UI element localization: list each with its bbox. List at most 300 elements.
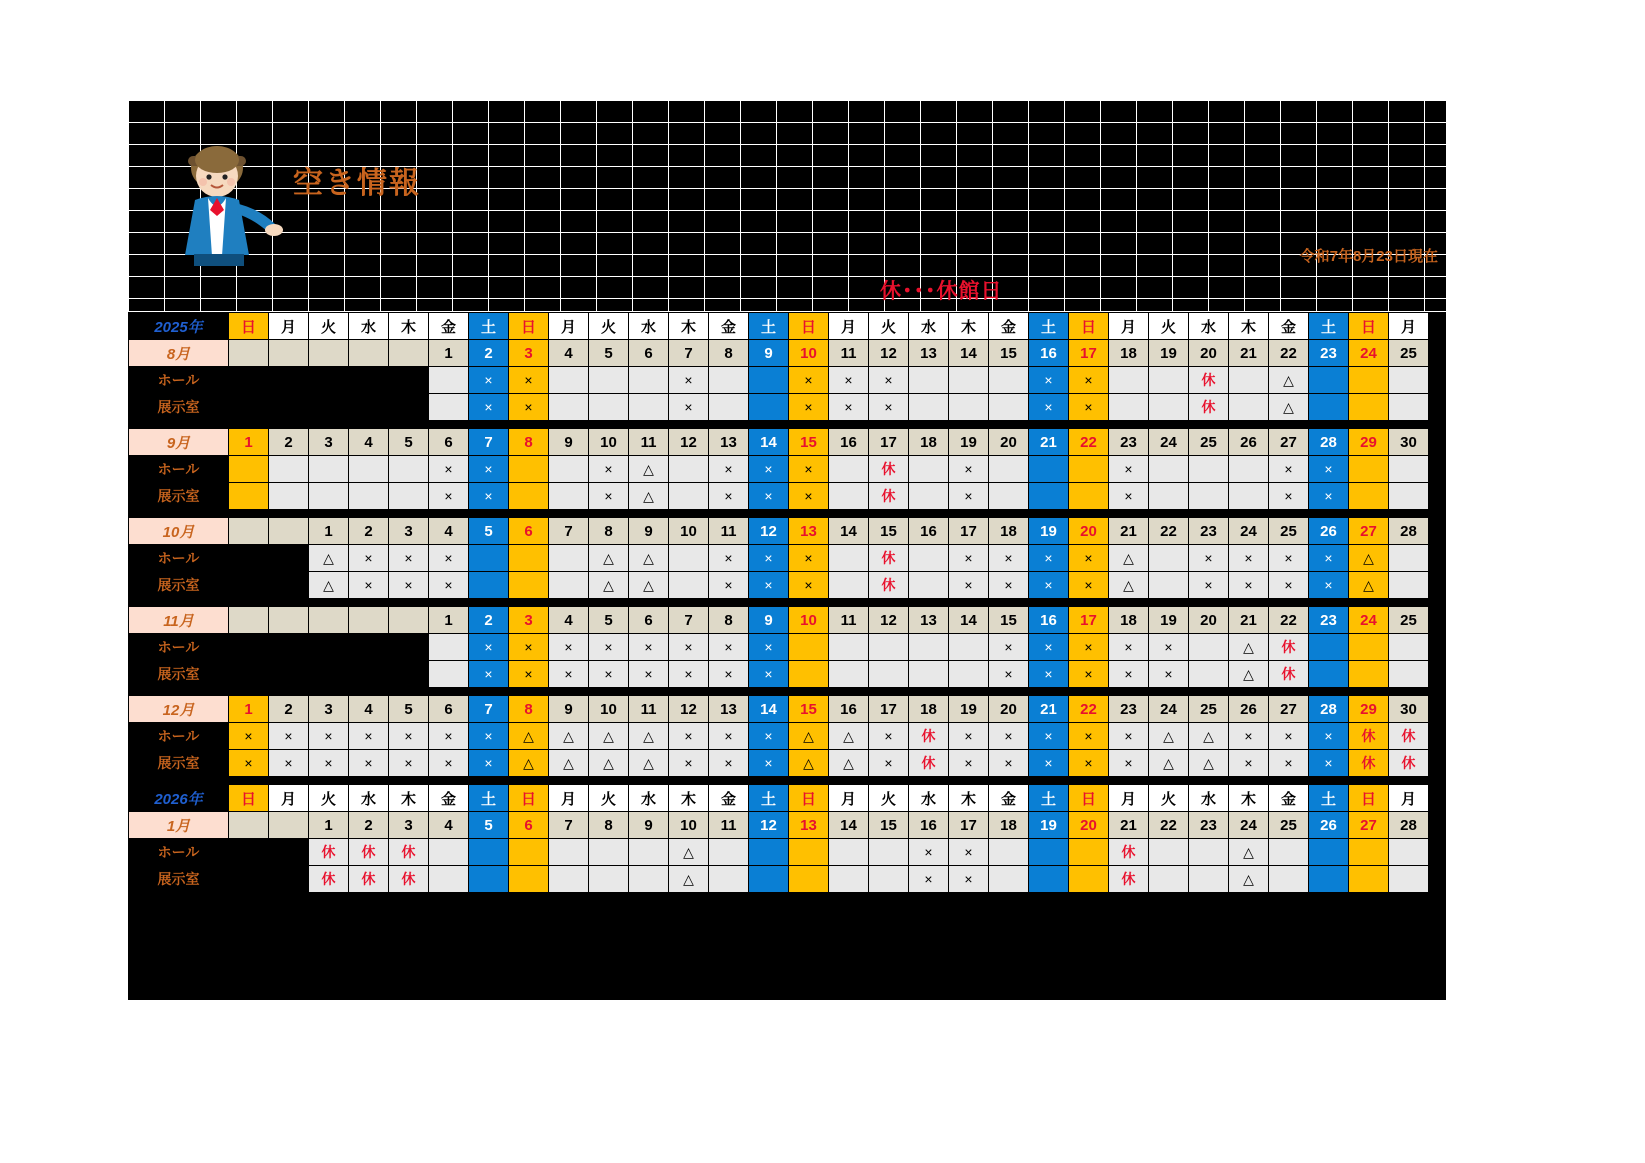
- availability-cell[interactable]: △: [1189, 750, 1229, 777]
- availability-cell[interactable]: ×: [709, 723, 749, 750]
- availability-cell[interactable]: [549, 394, 589, 421]
- availability-cell[interactable]: [509, 839, 549, 866]
- availability-cell[interactable]: ×: [469, 456, 509, 483]
- availability-cell[interactable]: ×: [709, 750, 749, 777]
- availability-cell[interactable]: ×: [829, 367, 869, 394]
- availability-cell[interactable]: [1149, 572, 1189, 599]
- availability-cell[interactable]: [789, 866, 829, 893]
- availability-cell[interactable]: [1189, 839, 1229, 866]
- availability-cell[interactable]: [309, 634, 349, 661]
- availability-cell[interactable]: ×: [429, 456, 469, 483]
- availability-cell[interactable]: [749, 866, 789, 893]
- availability-cell[interactable]: [509, 483, 549, 510]
- availability-cell[interactable]: [1269, 866, 1309, 893]
- availability-cell[interactable]: [269, 661, 309, 688]
- availability-cell[interactable]: [229, 661, 269, 688]
- availability-cell[interactable]: △: [789, 723, 829, 750]
- availability-cell[interactable]: [749, 367, 789, 394]
- availability-cell[interactable]: [589, 394, 629, 421]
- availability-cell[interactable]: ×: [669, 367, 709, 394]
- availability-cell[interactable]: [949, 367, 989, 394]
- availability-cell[interactable]: [309, 367, 349, 394]
- availability-cell[interactable]: [909, 634, 949, 661]
- availability-cell[interactable]: ×: [1029, 367, 1069, 394]
- availability-cell[interactable]: [1389, 839, 1429, 866]
- availability-cell[interactable]: ×: [1269, 750, 1309, 777]
- availability-cell[interactable]: [389, 483, 429, 510]
- availability-cell[interactable]: △: [589, 572, 629, 599]
- availability-cell[interactable]: [509, 456, 549, 483]
- availability-cell[interactable]: [549, 367, 589, 394]
- availability-cell[interactable]: △: [1349, 545, 1389, 572]
- availability-cell[interactable]: △: [1229, 634, 1269, 661]
- availability-cell[interactable]: ×: [949, 866, 989, 893]
- availability-cell[interactable]: △: [1349, 572, 1389, 599]
- availability-cell[interactable]: [1029, 456, 1069, 483]
- availability-cell[interactable]: [1389, 572, 1429, 599]
- availability-cell[interactable]: △: [549, 750, 589, 777]
- availability-cell[interactable]: [469, 572, 509, 599]
- availability-cell[interactable]: ×: [229, 723, 269, 750]
- availability-cell[interactable]: ×: [909, 866, 949, 893]
- availability-cell[interactable]: ×: [989, 723, 1029, 750]
- availability-cell[interactable]: ×: [389, 545, 429, 572]
- availability-cell[interactable]: △: [1269, 394, 1309, 421]
- availability-cell[interactable]: [909, 661, 949, 688]
- availability-cell[interactable]: [1349, 394, 1389, 421]
- availability-cell[interactable]: [509, 572, 549, 599]
- availability-cell[interactable]: [869, 839, 909, 866]
- availability-cell[interactable]: [989, 456, 1029, 483]
- availability-cell[interactable]: △: [669, 866, 709, 893]
- availability-cell[interactable]: 休: [1389, 723, 1429, 750]
- availability-cell[interactable]: ×: [229, 750, 269, 777]
- availability-cell[interactable]: [229, 866, 269, 893]
- availability-cell[interactable]: [229, 634, 269, 661]
- availability-cell[interactable]: [709, 866, 749, 893]
- availability-cell[interactable]: ×: [829, 394, 869, 421]
- availability-cell[interactable]: [749, 394, 789, 421]
- availability-cell[interactable]: [989, 866, 1029, 893]
- availability-cell[interactable]: [1029, 839, 1069, 866]
- availability-cell[interactable]: ×: [1309, 545, 1349, 572]
- availability-cell[interactable]: [229, 545, 269, 572]
- availability-cell[interactable]: [389, 456, 429, 483]
- availability-cell[interactable]: 休: [869, 456, 909, 483]
- availability-cell[interactable]: ×: [1109, 634, 1149, 661]
- availability-cell[interactable]: ×: [1309, 723, 1349, 750]
- availability-cell[interactable]: ×: [509, 661, 549, 688]
- availability-cell[interactable]: ×: [949, 456, 989, 483]
- availability-cell[interactable]: ×: [349, 572, 389, 599]
- availability-cell[interactable]: ×: [429, 572, 469, 599]
- availability-cell[interactable]: ×: [1069, 367, 1109, 394]
- availability-cell[interactable]: [349, 367, 389, 394]
- availability-cell[interactable]: ×: [669, 634, 709, 661]
- availability-cell[interactable]: ×: [1029, 634, 1069, 661]
- availability-cell[interactable]: ×: [1229, 545, 1269, 572]
- availability-cell[interactable]: [949, 661, 989, 688]
- availability-cell[interactable]: [1349, 367, 1389, 394]
- availability-cell[interactable]: ×: [709, 661, 749, 688]
- availability-cell[interactable]: [1349, 483, 1389, 510]
- availability-cell[interactable]: ×: [949, 750, 989, 777]
- availability-cell[interactable]: [1229, 367, 1269, 394]
- availability-cell[interactable]: △: [629, 483, 669, 510]
- availability-cell[interactable]: [1389, 456, 1429, 483]
- availability-cell[interactable]: ×: [709, 545, 749, 572]
- availability-cell[interactable]: [709, 839, 749, 866]
- availability-cell[interactable]: [429, 394, 469, 421]
- availability-cell[interactable]: ×: [709, 456, 749, 483]
- availability-cell[interactable]: [429, 661, 469, 688]
- availability-cell[interactable]: [269, 456, 309, 483]
- availability-cell[interactable]: ×: [1229, 750, 1269, 777]
- availability-cell[interactable]: ×: [1109, 661, 1149, 688]
- availability-cell[interactable]: [269, 483, 309, 510]
- availability-cell[interactable]: ×: [709, 634, 749, 661]
- availability-cell[interactable]: [269, 839, 309, 866]
- availability-cell[interactable]: [1349, 839, 1389, 866]
- availability-cell[interactable]: ×: [989, 750, 1029, 777]
- availability-cell[interactable]: [229, 572, 269, 599]
- availability-cell[interactable]: [829, 866, 869, 893]
- availability-cell[interactable]: [789, 839, 829, 866]
- availability-cell[interactable]: ×: [429, 545, 469, 572]
- availability-cell[interactable]: 休: [389, 839, 429, 866]
- availability-cell[interactable]: 休: [349, 866, 389, 893]
- availability-cell[interactable]: [1029, 866, 1069, 893]
- availability-cell[interactable]: [829, 661, 869, 688]
- availability-cell[interactable]: [909, 483, 949, 510]
- availability-cell[interactable]: △: [509, 750, 549, 777]
- availability-cell[interactable]: [629, 866, 669, 893]
- availability-cell[interactable]: [1389, 545, 1429, 572]
- availability-cell[interactable]: [589, 866, 629, 893]
- availability-cell[interactable]: ×: [1269, 723, 1309, 750]
- availability-cell[interactable]: [829, 634, 869, 661]
- availability-cell[interactable]: ×: [1149, 661, 1189, 688]
- availability-cell[interactable]: ×: [949, 483, 989, 510]
- availability-cell[interactable]: [1029, 483, 1069, 510]
- availability-cell[interactable]: ×: [1309, 456, 1349, 483]
- availability-cell[interactable]: [709, 367, 749, 394]
- availability-cell[interactable]: ×: [1269, 572, 1309, 599]
- availability-cell[interactable]: △: [1229, 661, 1269, 688]
- availability-cell[interactable]: ×: [789, 394, 829, 421]
- availability-cell[interactable]: ×: [789, 367, 829, 394]
- availability-cell[interactable]: [549, 866, 589, 893]
- availability-cell[interactable]: 休: [869, 545, 909, 572]
- availability-cell[interactable]: ×: [269, 723, 309, 750]
- availability-cell[interactable]: ×: [349, 545, 389, 572]
- availability-cell[interactable]: ×: [429, 723, 469, 750]
- availability-cell[interactable]: [1149, 456, 1189, 483]
- availability-cell[interactable]: [1149, 839, 1189, 866]
- availability-cell[interactable]: ×: [1069, 723, 1109, 750]
- availability-cell[interactable]: [1309, 866, 1349, 893]
- availability-cell[interactable]: 休: [1189, 394, 1229, 421]
- availability-cell[interactable]: △: [1109, 545, 1149, 572]
- availability-cell[interactable]: [429, 634, 469, 661]
- availability-cell[interactable]: 休: [309, 866, 349, 893]
- availability-cell[interactable]: ×: [669, 661, 709, 688]
- availability-cell[interactable]: ×: [869, 394, 909, 421]
- availability-cell[interactable]: [1149, 367, 1189, 394]
- availability-cell[interactable]: [1069, 866, 1109, 893]
- availability-cell[interactable]: ×: [1189, 545, 1229, 572]
- availability-cell[interactable]: ×: [949, 839, 989, 866]
- availability-cell[interactable]: ×: [1269, 545, 1309, 572]
- availability-cell[interactable]: ×: [429, 483, 469, 510]
- availability-cell[interactable]: ×: [749, 483, 789, 510]
- availability-cell[interactable]: [1229, 394, 1269, 421]
- availability-cell[interactable]: [509, 866, 549, 893]
- availability-cell[interactable]: [909, 572, 949, 599]
- availability-cell[interactable]: 休: [909, 750, 949, 777]
- availability-cell[interactable]: [909, 545, 949, 572]
- availability-cell[interactable]: △: [509, 723, 549, 750]
- availability-cell[interactable]: ×: [1029, 661, 1069, 688]
- availability-cell[interactable]: [309, 394, 349, 421]
- availability-cell[interactable]: [309, 456, 349, 483]
- availability-cell[interactable]: △: [629, 572, 669, 599]
- availability-cell[interactable]: ×: [589, 634, 629, 661]
- availability-cell[interactable]: [349, 456, 389, 483]
- availability-cell[interactable]: [1189, 866, 1229, 893]
- availability-cell[interactable]: 休: [389, 866, 429, 893]
- availability-cell[interactable]: ×: [869, 723, 909, 750]
- availability-cell[interactable]: [229, 839, 269, 866]
- availability-cell[interactable]: [269, 572, 309, 599]
- availability-cell[interactable]: [589, 367, 629, 394]
- availability-cell[interactable]: [789, 634, 829, 661]
- availability-cell[interactable]: ×: [1189, 572, 1229, 599]
- availability-cell[interactable]: [389, 394, 429, 421]
- availability-cell[interactable]: ×: [1109, 750, 1149, 777]
- availability-cell[interactable]: [869, 866, 909, 893]
- availability-cell[interactable]: ×: [709, 572, 749, 599]
- availability-cell[interactable]: [1109, 394, 1149, 421]
- availability-cell[interactable]: [1309, 367, 1349, 394]
- availability-cell[interactable]: [229, 483, 269, 510]
- availability-cell[interactable]: △: [589, 750, 629, 777]
- availability-cell[interactable]: △: [629, 456, 669, 483]
- availability-cell[interactable]: [509, 545, 549, 572]
- availability-cell[interactable]: [709, 394, 749, 421]
- availability-cell[interactable]: [749, 839, 789, 866]
- availability-cell[interactable]: [309, 661, 349, 688]
- availability-cell[interactable]: [1389, 661, 1429, 688]
- availability-cell[interactable]: [1389, 634, 1429, 661]
- availability-cell[interactable]: ×: [549, 634, 589, 661]
- availability-cell[interactable]: [789, 661, 829, 688]
- availability-cell[interactable]: [829, 456, 869, 483]
- availability-cell[interactable]: ×: [589, 483, 629, 510]
- availability-cell[interactable]: [269, 394, 309, 421]
- availability-cell[interactable]: [1309, 634, 1349, 661]
- availability-cell[interactable]: [269, 634, 309, 661]
- availability-cell[interactable]: ×: [749, 723, 789, 750]
- availability-cell[interactable]: [389, 634, 429, 661]
- availability-cell[interactable]: [349, 483, 389, 510]
- availability-cell[interactable]: ×: [1309, 483, 1349, 510]
- availability-cell[interactable]: ×: [1029, 545, 1069, 572]
- availability-cell[interactable]: [989, 483, 1029, 510]
- availability-cell[interactable]: ×: [669, 723, 709, 750]
- availability-cell[interactable]: [1229, 456, 1269, 483]
- availability-cell[interactable]: [1349, 634, 1389, 661]
- availability-cell[interactable]: ×: [749, 545, 789, 572]
- availability-cell[interactable]: [229, 367, 269, 394]
- availability-cell[interactable]: ×: [1029, 572, 1069, 599]
- availability-cell[interactable]: [429, 839, 469, 866]
- availability-cell[interactable]: [1149, 394, 1189, 421]
- availability-cell[interactable]: [989, 394, 1029, 421]
- availability-cell[interactable]: ×: [389, 750, 429, 777]
- availability-cell[interactable]: [949, 394, 989, 421]
- availability-cell[interactable]: ×: [1269, 456, 1309, 483]
- availability-cell[interactable]: 休: [1269, 634, 1309, 661]
- availability-cell[interactable]: [1389, 483, 1429, 510]
- availability-cell[interactable]: ×: [589, 661, 629, 688]
- availability-cell[interactable]: ×: [749, 661, 789, 688]
- availability-cell[interactable]: ×: [469, 367, 509, 394]
- availability-cell[interactable]: ×: [989, 661, 1029, 688]
- availability-cell[interactable]: △: [589, 545, 629, 572]
- availability-cell[interactable]: [429, 367, 469, 394]
- availability-cell[interactable]: △: [829, 750, 869, 777]
- availability-cell[interactable]: [1189, 634, 1229, 661]
- availability-cell[interactable]: [269, 545, 309, 572]
- availability-cell[interactable]: [549, 456, 589, 483]
- availability-cell[interactable]: [389, 661, 429, 688]
- availability-cell[interactable]: △: [1149, 723, 1189, 750]
- availability-cell[interactable]: △: [669, 839, 709, 866]
- availability-cell[interactable]: [1229, 483, 1269, 510]
- availability-cell[interactable]: ×: [1109, 723, 1149, 750]
- availability-cell[interactable]: [989, 839, 1029, 866]
- availability-cell[interactable]: [669, 456, 709, 483]
- availability-cell[interactable]: [1069, 483, 1109, 510]
- availability-cell[interactable]: ×: [469, 394, 509, 421]
- availability-cell[interactable]: [669, 483, 709, 510]
- availability-cell[interactable]: [549, 545, 589, 572]
- availability-cell[interactable]: ×: [909, 839, 949, 866]
- availability-cell[interactable]: 休: [869, 572, 909, 599]
- availability-cell[interactable]: 休: [1269, 661, 1309, 688]
- availability-cell[interactable]: ×: [1069, 750, 1109, 777]
- availability-cell[interactable]: ×: [1229, 723, 1269, 750]
- availability-cell[interactable]: ×: [1309, 750, 1349, 777]
- availability-cell[interactable]: △: [829, 723, 869, 750]
- availability-cell[interactable]: [829, 483, 869, 510]
- availability-cell[interactable]: [669, 545, 709, 572]
- availability-cell[interactable]: [269, 367, 309, 394]
- availability-cell[interactable]: ×: [1229, 572, 1269, 599]
- availability-cell[interactable]: ×: [1149, 634, 1189, 661]
- availability-cell[interactable]: ×: [789, 456, 829, 483]
- availability-cell[interactable]: △: [1229, 866, 1269, 893]
- availability-cell[interactable]: [1349, 866, 1389, 893]
- availability-cell[interactable]: [1189, 456, 1229, 483]
- availability-cell[interactable]: △: [629, 750, 669, 777]
- availability-cell[interactable]: ×: [469, 723, 509, 750]
- availability-cell[interactable]: ×: [1069, 545, 1109, 572]
- availability-cell[interactable]: ×: [1069, 572, 1109, 599]
- availability-cell[interactable]: [1309, 839, 1349, 866]
- availability-cell[interactable]: 休: [909, 723, 949, 750]
- availability-cell[interactable]: ×: [669, 750, 709, 777]
- availability-cell[interactable]: [1189, 483, 1229, 510]
- availability-cell[interactable]: ×: [509, 367, 549, 394]
- availability-cell[interactable]: ×: [469, 483, 509, 510]
- availability-cell[interactable]: △: [1109, 572, 1149, 599]
- availability-cell[interactable]: ×: [629, 661, 669, 688]
- availability-cell[interactable]: ×: [1029, 750, 1069, 777]
- availability-cell[interactable]: △: [1229, 839, 1269, 866]
- availability-cell[interactable]: △: [309, 545, 349, 572]
- availability-cell[interactable]: ×: [1069, 661, 1109, 688]
- availability-cell[interactable]: [1069, 839, 1109, 866]
- availability-cell[interactable]: [829, 572, 869, 599]
- availability-cell[interactable]: ×: [1309, 572, 1349, 599]
- availability-cell[interactable]: [349, 634, 389, 661]
- availability-cell[interactable]: ×: [749, 634, 789, 661]
- availability-cell[interactable]: ×: [1069, 394, 1109, 421]
- availability-cell[interactable]: ×: [749, 572, 789, 599]
- availability-cell[interactable]: △: [789, 750, 829, 777]
- availability-cell[interactable]: [469, 839, 509, 866]
- availability-cell[interactable]: ×: [749, 456, 789, 483]
- availability-cell[interactable]: [669, 572, 709, 599]
- availability-cell[interactable]: 休: [869, 483, 909, 510]
- availability-cell[interactable]: ×: [989, 572, 1029, 599]
- availability-cell[interactable]: 休: [1349, 750, 1389, 777]
- availability-cell[interactable]: △: [1149, 750, 1189, 777]
- availability-cell[interactable]: ×: [469, 750, 509, 777]
- availability-cell[interactable]: ×: [1069, 634, 1109, 661]
- availability-cell[interactable]: ×: [789, 483, 829, 510]
- availability-cell[interactable]: [389, 367, 429, 394]
- availability-cell[interactable]: [1349, 456, 1389, 483]
- availability-cell[interactable]: 休: [1109, 866, 1149, 893]
- availability-cell[interactable]: [629, 839, 669, 866]
- availability-cell[interactable]: ×: [269, 750, 309, 777]
- availability-cell[interactable]: △: [1269, 367, 1309, 394]
- availability-cell[interactable]: [989, 367, 1029, 394]
- availability-cell[interactable]: [549, 839, 589, 866]
- availability-cell[interactable]: ×: [309, 750, 349, 777]
- availability-cell[interactable]: ×: [389, 723, 429, 750]
- availability-cell[interactable]: ×: [1029, 394, 1069, 421]
- availability-cell[interactable]: [1149, 866, 1189, 893]
- availability-cell[interactable]: 休: [1389, 750, 1429, 777]
- availability-cell[interactable]: [949, 634, 989, 661]
- availability-cell[interactable]: ×: [989, 634, 1029, 661]
- availability-cell[interactable]: ×: [789, 545, 829, 572]
- availability-cell[interactable]: ×: [869, 367, 909, 394]
- availability-cell[interactable]: △: [629, 723, 669, 750]
- availability-cell[interactable]: [229, 456, 269, 483]
- availability-cell[interactable]: [549, 572, 589, 599]
- availability-cell[interactable]: [1389, 866, 1429, 893]
- availability-cell[interactable]: ×: [1109, 456, 1149, 483]
- availability-cell[interactable]: [829, 545, 869, 572]
- availability-cell[interactable]: ×: [349, 750, 389, 777]
- availability-cell[interactable]: [349, 661, 389, 688]
- availability-cell[interactable]: 休: [349, 839, 389, 866]
